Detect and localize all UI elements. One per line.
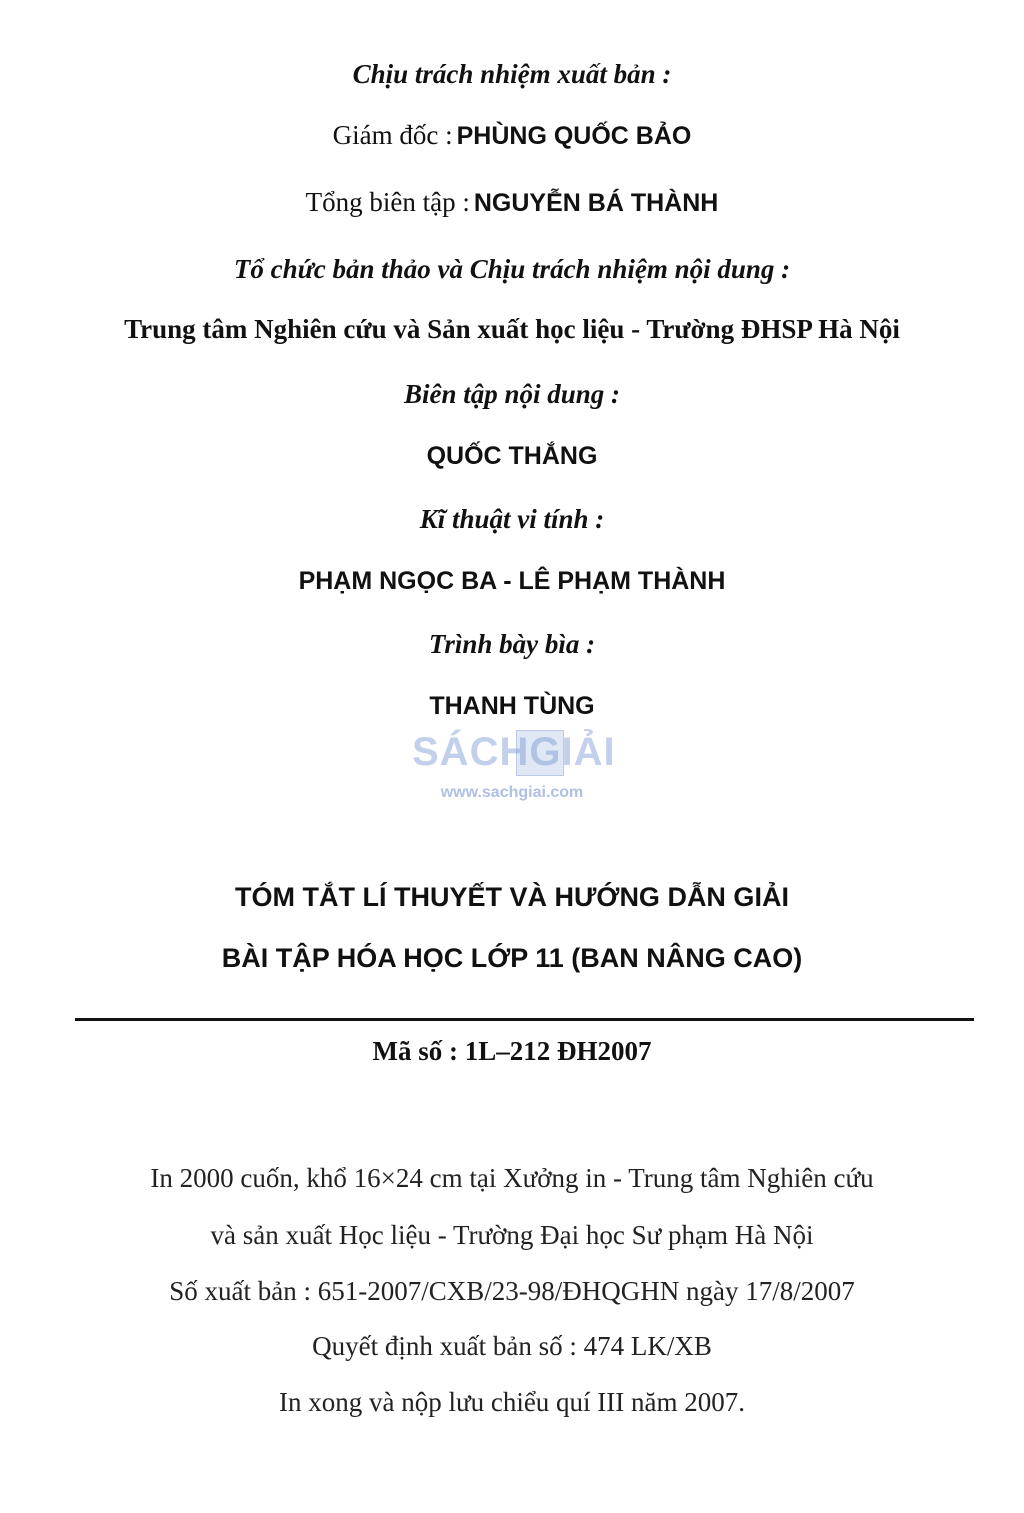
- manuscript-heading: Tổ chức bản thảo và Chịu trách nhiệm nội dung :: [233, 254, 791, 284]
- printing-line-2: và sản xuất Học liệu - Trường Đại học Sư phạm Hà Nội: [210, 1220, 814, 1250]
- divider-rule: [75, 1018, 974, 1021]
- manuscript-organization: Trung tâm Nghiên cứu và Sản xuất học liệu - Trường ĐHSP Hà Nội: [124, 314, 900, 344]
- director-line: [0, 122, 1024, 149]
- cover-design-heading: Trình bày bìa :: [428, 629, 596, 659]
- editor-in-chief-label: Tổng biên tập :: [305, 187, 470, 217]
- printing-line-4: Quyết định xuất bản số : 474 LK/XB: [312, 1331, 712, 1361]
- printing-line-3: Số xuất bản : 651-2007/CXB/23-98/ĐHQGHN ngày 17/8/2007: [169, 1276, 855, 1306]
- book-title-line-1: TÓM TẮT LÍ THUYẾT VÀ HƯỚNG DẪN GIẢI: [235, 882, 789, 912]
- content-editor-name: QUỐC THẮNG: [426, 442, 598, 470]
- cover-design-name: THANH TÙNG: [429, 692, 595, 720]
- typesetting-heading: Kĩ thuật vi tính :: [419, 504, 605, 534]
- book-title-line-2: BÀI TẬP HÓA HỌC LỚP 11 (BAN NÂNG CAO): [221, 943, 803, 973]
- typesetting-names: PHẠM NGỌC BA - LÊ PHẠM THÀNH: [298, 567, 726, 595]
- publishing-responsibility-heading: Chịu trách nhiệm xuất bản :: [352, 59, 672, 89]
- editor-in-chief-name: NGUYỄN BÁ THÀNH: [473, 189, 719, 217]
- printing-line-5: In xong và nộp lưu chiểu quí III năm 2007.: [278, 1387, 746, 1417]
- director-label: Giám đốc :: [332, 120, 453, 150]
- printing-line-1: In 2000 cuốn, khổ 16×24 cm tại Xưởng in - Trung tâm Nghiên cứu: [150, 1163, 874, 1193]
- book-code: Mã số : 1L–212 ĐH2007: [372, 1036, 652, 1066]
- director-name: PHÙNG QUỐC BẢO: [456, 122, 692, 150]
- content-editor-heading: Biên tập nội dung :: [403, 379, 621, 409]
- watermark-url: www.sachgiai.com: [440, 784, 584, 801]
- editor-in-chief-line: [0, 189, 1024, 216]
- watermark-logo: SÁCHGIẢI: [412, 730, 616, 774]
